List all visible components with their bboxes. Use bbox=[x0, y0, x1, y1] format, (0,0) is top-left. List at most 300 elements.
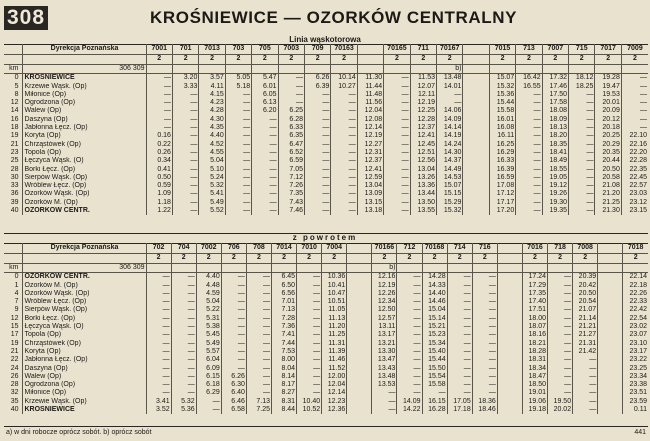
time-cell: 12.19 bbox=[372, 282, 397, 290]
time-cell: — bbox=[246, 298, 271, 306]
time-cell: — bbox=[146, 99, 172, 107]
row-station: KROŚNIEWICE bbox=[22, 74, 146, 83]
row-km: 0 bbox=[14, 74, 19, 82]
train-note bbox=[199, 65, 225, 74]
time-cell: — bbox=[146, 74, 172, 83]
time-cell: 22.26 bbox=[623, 290, 648, 298]
time-cell: — bbox=[548, 315, 573, 323]
time-cell: 23.22 bbox=[623, 356, 648, 364]
time-cell: 11.44 bbox=[357, 83, 383, 91]
time-cell bbox=[347, 406, 372, 414]
table-row bbox=[4, 273, 648, 282]
time-cell: 4.55 bbox=[199, 149, 225, 157]
time-cell bbox=[347, 290, 372, 298]
time-cell: — bbox=[304, 166, 330, 174]
train-note bbox=[252, 65, 278, 74]
time-cell: 21.42 bbox=[573, 348, 598, 356]
time-cell: 5.05 bbox=[225, 74, 251, 83]
time-cell: 6.30 bbox=[221, 381, 246, 389]
time-cell: — bbox=[516, 190, 542, 198]
time-cell: — bbox=[171, 273, 196, 282]
train-number: 712 bbox=[397, 243, 422, 254]
time-cell: 7.53 bbox=[271, 348, 296, 356]
time-cell: 5.24 bbox=[199, 174, 225, 182]
time-cell: 7.44 bbox=[271, 340, 296, 348]
time-cell: 18.09 bbox=[542, 116, 568, 124]
time-cell: — bbox=[548, 323, 573, 331]
train-number: 704 bbox=[171, 243, 196, 254]
row-station: Ozorków Wąsk. (Op) bbox=[22, 190, 146, 198]
time-cell: 18.08 bbox=[542, 107, 568, 115]
time-cell: 13.26 bbox=[410, 174, 436, 182]
time-cell: 23.15 bbox=[621, 207, 648, 215]
time-cell: 17.08 bbox=[489, 182, 515, 190]
time-cell: 14.24 bbox=[437, 141, 463, 149]
time-cell: 7.13 bbox=[271, 306, 296, 314]
time-cell: — bbox=[252, 116, 278, 124]
train-number: 7002 bbox=[196, 243, 221, 254]
time-cell: 23.10 bbox=[623, 340, 648, 348]
time-cell: — bbox=[472, 298, 497, 306]
table-row bbox=[4, 389, 648, 397]
time-cell: 6.33 bbox=[278, 124, 304, 132]
table-row bbox=[4, 157, 648, 165]
time-cell bbox=[463, 199, 489, 207]
time-cell: — bbox=[397, 381, 422, 389]
time-cell: — bbox=[384, 83, 410, 91]
time-cell: — bbox=[221, 315, 246, 323]
time-cell: 12.51 bbox=[410, 149, 436, 157]
time-cell: — bbox=[548, 365, 573, 373]
time-cell: — bbox=[331, 141, 357, 149]
time-cell bbox=[463, 182, 489, 190]
time-cell: 19.50 bbox=[548, 398, 573, 406]
time-cell: — bbox=[384, 174, 410, 182]
train-class: 2 bbox=[410, 55, 436, 65]
time-cell: 16.28 bbox=[422, 406, 447, 414]
time-cell: — bbox=[384, 182, 410, 190]
time-cell: 4.11 bbox=[199, 83, 225, 91]
time-cell: 6.40 bbox=[221, 389, 246, 397]
time-cell: — bbox=[221, 282, 246, 290]
time-cell bbox=[347, 398, 372, 406]
time-cell: — bbox=[447, 365, 472, 373]
time-cell: 5.32 bbox=[171, 398, 196, 406]
time-cell: 23.02 bbox=[623, 323, 648, 331]
class-header-station bbox=[22, 55, 146, 65]
train-class: 2 bbox=[623, 254, 648, 264]
time-cell: 6.25 bbox=[278, 107, 304, 115]
time-cell bbox=[497, 356, 522, 364]
time-cell: — bbox=[246, 365, 271, 373]
time-cell: 5.04 bbox=[199, 157, 225, 165]
time-cell: 17.58 bbox=[542, 99, 568, 107]
train-class: 2 bbox=[271, 254, 296, 264]
train-note bbox=[422, 264, 447, 273]
time-cell: 16.29 bbox=[489, 149, 515, 157]
time-cell: 17.51 bbox=[522, 306, 547, 314]
time-cell: 5.18 bbox=[225, 83, 251, 91]
time-cell: — bbox=[397, 365, 422, 373]
time-cell: 20.50 bbox=[573, 290, 598, 298]
row-station: Jabłonna Łęcz. (Op) bbox=[22, 124, 146, 132]
train-class: 2 bbox=[573, 254, 598, 264]
time-cell: — bbox=[146, 389, 171, 397]
time-cell: — bbox=[569, 107, 595, 115]
row-station: OZORKÓW CENTR. bbox=[22, 207, 146, 215]
time-cell: 18.28 bbox=[522, 348, 547, 356]
time-cell: 6.28 bbox=[278, 116, 304, 124]
directorate-label: Dyrekcja Poznańska bbox=[22, 243, 146, 254]
train-number: 718 bbox=[548, 243, 573, 254]
time-cell: 14.28 bbox=[422, 273, 447, 282]
time-cell: — bbox=[304, 116, 330, 124]
time-cell: 14.14 bbox=[437, 124, 463, 132]
time-cell: 18.31 bbox=[522, 356, 547, 364]
train-class: 2 bbox=[472, 254, 497, 264]
time-cell: 11.56 bbox=[357, 99, 383, 107]
time-cell: 1.09 bbox=[146, 190, 172, 198]
time-cell: 3.52 bbox=[146, 406, 171, 414]
table-row bbox=[4, 174, 648, 182]
time-cell: 4.40 bbox=[196, 273, 221, 282]
time-cell: 16.55 bbox=[516, 83, 542, 91]
train-class: 2 bbox=[489, 55, 515, 65]
time-cell: — bbox=[278, 74, 304, 83]
time-cell bbox=[347, 315, 372, 323]
table-row bbox=[4, 91, 648, 99]
train-number: 716 bbox=[472, 243, 497, 254]
time-cell: — bbox=[246, 323, 271, 331]
return-timetable bbox=[4, 243, 648, 414]
time-cell: — bbox=[278, 99, 304, 107]
time-cell: — bbox=[372, 389, 397, 397]
time-cell: 21.31 bbox=[573, 340, 598, 348]
time-cell: 4.30 bbox=[199, 116, 225, 124]
time-cell: 16.11 bbox=[489, 132, 515, 140]
time-cell: — bbox=[548, 306, 573, 314]
time-cell: 22.45 bbox=[621, 174, 648, 182]
time-cell: 19.28 bbox=[595, 74, 621, 83]
time-cell: — bbox=[447, 306, 472, 314]
table-row bbox=[4, 141, 648, 149]
time-cell: — bbox=[172, 107, 198, 115]
train-class: 2 bbox=[278, 55, 304, 65]
train-note bbox=[171, 264, 196, 273]
time-cell: — bbox=[331, 174, 357, 182]
time-cell: — bbox=[447, 331, 472, 339]
time-cell: — bbox=[171, 298, 196, 306]
time-cell: 20.29 bbox=[595, 141, 621, 149]
time-cell: — bbox=[397, 306, 422, 314]
time-cell: — bbox=[397, 298, 422, 306]
time-cell: — bbox=[397, 331, 422, 339]
train-number: 7007 bbox=[542, 44, 568, 55]
time-cell: — bbox=[146, 91, 172, 99]
train-note bbox=[516, 65, 542, 74]
time-cell: 14.19 bbox=[437, 132, 463, 140]
time-cell: — bbox=[225, 207, 251, 215]
time-cell: — bbox=[516, 149, 542, 157]
row-km: 15 bbox=[10, 323, 19, 331]
row-km: 23 bbox=[10, 148, 19, 156]
row-km: 33 bbox=[10, 182, 19, 190]
time-cell: — bbox=[548, 331, 573, 339]
train-number: 713 bbox=[516, 44, 542, 55]
time-cell: — bbox=[548, 389, 573, 397]
time-cell: — bbox=[146, 356, 171, 364]
time-cell: — bbox=[252, 124, 278, 132]
time-cell: — bbox=[384, 207, 410, 215]
time-cell: 6.04 bbox=[196, 356, 221, 364]
time-cell: — bbox=[252, 149, 278, 157]
time-cell bbox=[463, 99, 489, 107]
time-cell: 12.11 bbox=[410, 91, 436, 99]
time-cell: — bbox=[516, 182, 542, 190]
time-cell: 17.29 bbox=[522, 282, 547, 290]
time-cell: — bbox=[225, 116, 251, 124]
time-cell: — bbox=[172, 99, 198, 107]
time-cell: 22.35 bbox=[621, 166, 648, 174]
time-cell bbox=[463, 207, 489, 215]
time-cell: — bbox=[331, 207, 357, 215]
time-cell: 6.47 bbox=[278, 141, 304, 149]
time-cell: — bbox=[172, 149, 198, 157]
time-cell: 14.46 bbox=[422, 298, 447, 306]
table-number: 308 bbox=[4, 6, 48, 30]
time-cell: — bbox=[569, 199, 595, 207]
train-class: 2 bbox=[331, 55, 357, 65]
time-cell: 0.16 bbox=[146, 132, 172, 140]
time-cell: 23.59 bbox=[623, 398, 648, 406]
time-cell: — bbox=[548, 373, 573, 381]
time-cell: 6.46 bbox=[221, 398, 246, 406]
time-cell: — bbox=[548, 356, 573, 364]
train-number: 706 bbox=[221, 243, 246, 254]
time-cell: — bbox=[569, 141, 595, 149]
time-cell: — bbox=[171, 331, 196, 339]
time-cell: — bbox=[221, 356, 246, 364]
time-cell: — bbox=[569, 174, 595, 182]
train-class bbox=[357, 55, 383, 65]
time-cell: 17.18 bbox=[447, 406, 472, 414]
time-cell: 3.33 bbox=[172, 83, 198, 91]
time-cell: — bbox=[569, 99, 595, 107]
table-row bbox=[4, 306, 648, 314]
time-cell bbox=[347, 356, 372, 364]
time-cell: 0.41 bbox=[146, 166, 172, 174]
time-cell bbox=[598, 365, 623, 373]
time-cell: — bbox=[171, 290, 196, 298]
time-cell: — bbox=[384, 149, 410, 157]
time-cell: 11.30 bbox=[357, 74, 383, 83]
time-cell: 17.32 bbox=[542, 74, 568, 83]
time-cell: — bbox=[472, 282, 497, 290]
train-class: 2 bbox=[225, 55, 251, 65]
time-cell bbox=[497, 373, 522, 381]
time-cell: 6.45 bbox=[271, 273, 296, 282]
row-km: 12 bbox=[10, 314, 19, 322]
train-class bbox=[497, 254, 522, 264]
train-number: 703 bbox=[225, 44, 251, 55]
row-km: 4 bbox=[14, 289, 19, 297]
time-cell bbox=[463, 83, 489, 91]
footnote-text: a) w dni robocze oprócz sobót. b) oprócz sobót bbox=[6, 429, 152, 436]
time-cell: 15.15 bbox=[437, 190, 463, 198]
time-cell: — bbox=[146, 83, 172, 91]
time-cell: — bbox=[146, 306, 171, 314]
time-cell bbox=[497, 406, 522, 414]
time-cell: 12.34 bbox=[372, 298, 397, 306]
time-cell: 23.38 bbox=[623, 381, 648, 389]
time-cell: 18.25 bbox=[569, 83, 595, 91]
time-cell: — bbox=[447, 373, 472, 381]
time-cell: — bbox=[304, 107, 330, 115]
time-cell: 12.19 bbox=[357, 132, 383, 140]
table-row bbox=[4, 356, 648, 364]
time-cell: — bbox=[384, 91, 410, 99]
table-row bbox=[4, 199, 648, 207]
time-cell bbox=[347, 365, 372, 373]
train-class: 2 bbox=[397, 254, 422, 264]
time-cell: 21.20 bbox=[595, 190, 621, 198]
time-cell: — bbox=[331, 182, 357, 190]
time-cell: 0.22 bbox=[146, 141, 172, 149]
time-cell: 6.18 bbox=[196, 381, 221, 389]
time-cell: 13.47 bbox=[372, 356, 397, 364]
time-cell: 5.49 bbox=[196, 340, 221, 348]
time-cell: 12.04 bbox=[322, 381, 347, 389]
train-number: 70167 bbox=[437, 44, 463, 55]
row-station: Koryta (Op) bbox=[22, 132, 146, 140]
time-cell bbox=[463, 174, 489, 182]
time-cell: 20.44 bbox=[595, 157, 621, 165]
time-cell: — bbox=[172, 190, 198, 198]
time-cell: 7.36 bbox=[271, 323, 296, 331]
time-cell: — bbox=[225, 141, 251, 149]
time-cell bbox=[463, 116, 489, 124]
time-cell: 19.06 bbox=[522, 398, 547, 406]
train-class: 2 bbox=[522, 254, 547, 264]
train-number: 7008 bbox=[573, 243, 598, 254]
time-cell: 22.20 bbox=[621, 149, 648, 157]
table-row bbox=[4, 340, 648, 348]
time-cell: — bbox=[573, 389, 598, 397]
time-cell: 12.41 bbox=[410, 132, 436, 140]
time-cell: 19.35 bbox=[542, 207, 568, 215]
time-cell bbox=[598, 282, 623, 290]
time-cell: 13.55 bbox=[410, 207, 436, 215]
row-km: 40 bbox=[10, 207, 19, 215]
train-number: 7018 bbox=[623, 243, 648, 254]
time-cell: 12.08 bbox=[357, 116, 383, 124]
train-note bbox=[463, 65, 489, 74]
km-header-blank bbox=[4, 44, 22, 55]
time-cell: — bbox=[397, 323, 422, 331]
train-class: 2 bbox=[384, 55, 410, 65]
time-cell: 13.48 bbox=[437, 74, 463, 83]
time-cell: 23.17 bbox=[623, 348, 648, 356]
time-cell: — bbox=[621, 116, 648, 124]
row-station: Łęczyca Wąsk. (O) bbox=[22, 323, 146, 331]
time-cell: — bbox=[516, 124, 542, 132]
train-note bbox=[146, 264, 171, 273]
time-cell bbox=[347, 306, 372, 314]
time-cell: 18.36 bbox=[472, 398, 497, 406]
train-class bbox=[463, 55, 489, 65]
row-km: 5 bbox=[14, 82, 19, 90]
time-cell: 20.02 bbox=[548, 406, 573, 414]
train-note bbox=[598, 264, 623, 273]
train-note bbox=[246, 264, 271, 273]
time-cell: 6.05 bbox=[252, 91, 278, 99]
time-cell: 12.26 bbox=[372, 290, 397, 298]
table-row bbox=[4, 398, 648, 406]
time-cell: — bbox=[246, 340, 271, 348]
class-header-blank bbox=[4, 55, 22, 65]
time-cell: — bbox=[304, 124, 330, 132]
time-cell: 20.12 bbox=[595, 116, 621, 124]
time-cell: — bbox=[221, 290, 246, 298]
time-cell: — bbox=[573, 373, 598, 381]
row-km: 16 bbox=[10, 115, 19, 123]
time-cell bbox=[463, 124, 489, 132]
time-cell: 5.31 bbox=[196, 315, 221, 323]
row-station: Koryta (Op) bbox=[22, 348, 146, 356]
time-cell: 15.44 bbox=[489, 99, 515, 107]
time-cell: 18.46 bbox=[472, 406, 497, 414]
time-cell: 20.35 bbox=[595, 149, 621, 157]
time-cell: 21.30 bbox=[595, 207, 621, 215]
row-station: Topola (Op) bbox=[22, 331, 146, 339]
time-cell: 18.55 bbox=[542, 166, 568, 174]
time-cell: — bbox=[252, 132, 278, 140]
time-cell: 19.26 bbox=[542, 190, 568, 198]
time-cell: — bbox=[172, 141, 198, 149]
train-class: 2 bbox=[437, 55, 463, 65]
time-cell: 6.58 bbox=[221, 406, 246, 414]
time-cell: 11.39 bbox=[322, 348, 347, 356]
time-cell: 23.25 bbox=[623, 365, 648, 373]
directorate-label: Dyrekcja Poznańska bbox=[22, 44, 146, 55]
time-cell: 12.57 bbox=[372, 315, 397, 323]
time-cell bbox=[463, 157, 489, 165]
time-cell: — bbox=[172, 124, 198, 132]
time-cell bbox=[598, 306, 623, 314]
time-cell: — bbox=[171, 282, 196, 290]
time-cell bbox=[347, 323, 372, 331]
time-cell: — bbox=[331, 99, 357, 107]
time-cell bbox=[347, 389, 372, 397]
time-cell: — bbox=[172, 157, 198, 165]
time-cell: — bbox=[146, 116, 172, 124]
time-cell: 17.12 bbox=[489, 190, 515, 198]
train-class: 2 bbox=[516, 55, 542, 65]
time-cell: — bbox=[297, 290, 322, 298]
train-number: 701 bbox=[172, 44, 198, 55]
time-cell: 18.16 bbox=[522, 331, 547, 339]
time-cell: 22.54 bbox=[623, 315, 648, 323]
time-cell: 6.26 bbox=[221, 373, 246, 381]
table-row bbox=[4, 207, 648, 215]
time-cell: 21.14 bbox=[573, 315, 598, 323]
time-cell: — bbox=[297, 323, 322, 331]
time-cell: — bbox=[225, 149, 251, 157]
time-cell: — bbox=[172, 166, 198, 174]
time-cell: 12.59 bbox=[357, 174, 383, 182]
time-cell: 12.14 bbox=[357, 124, 383, 132]
time-cell: 15.14 bbox=[422, 315, 447, 323]
